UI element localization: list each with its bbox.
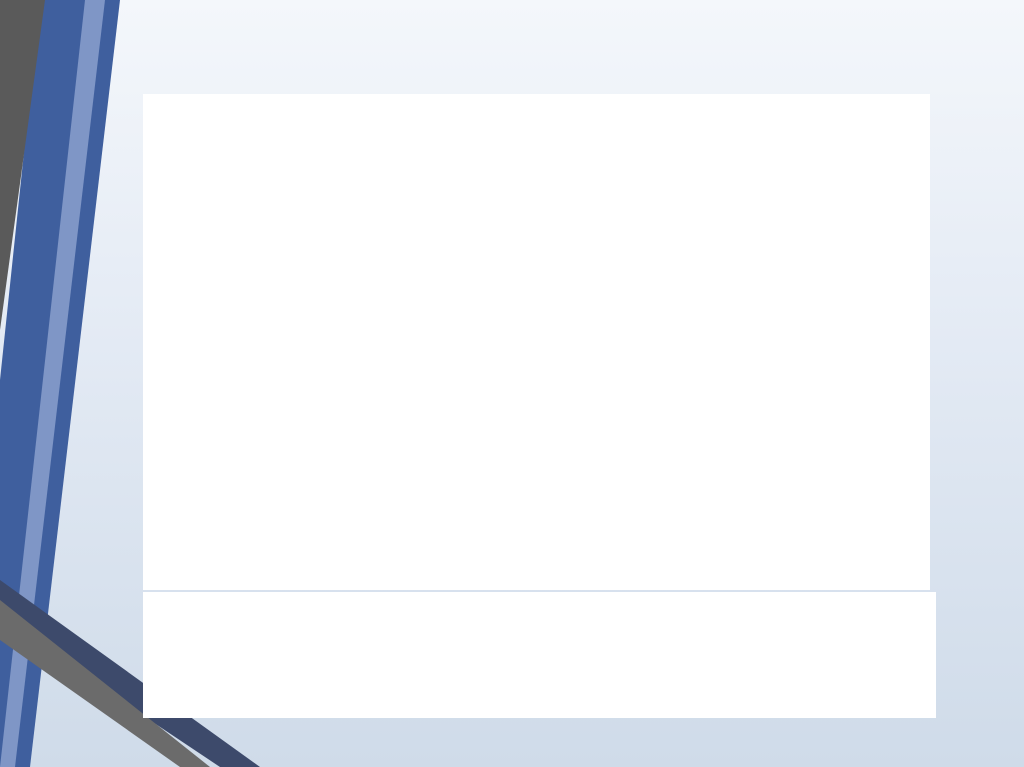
balance-table-bottom: [143, 592, 936, 718]
balance-table-top: [143, 94, 930, 590]
